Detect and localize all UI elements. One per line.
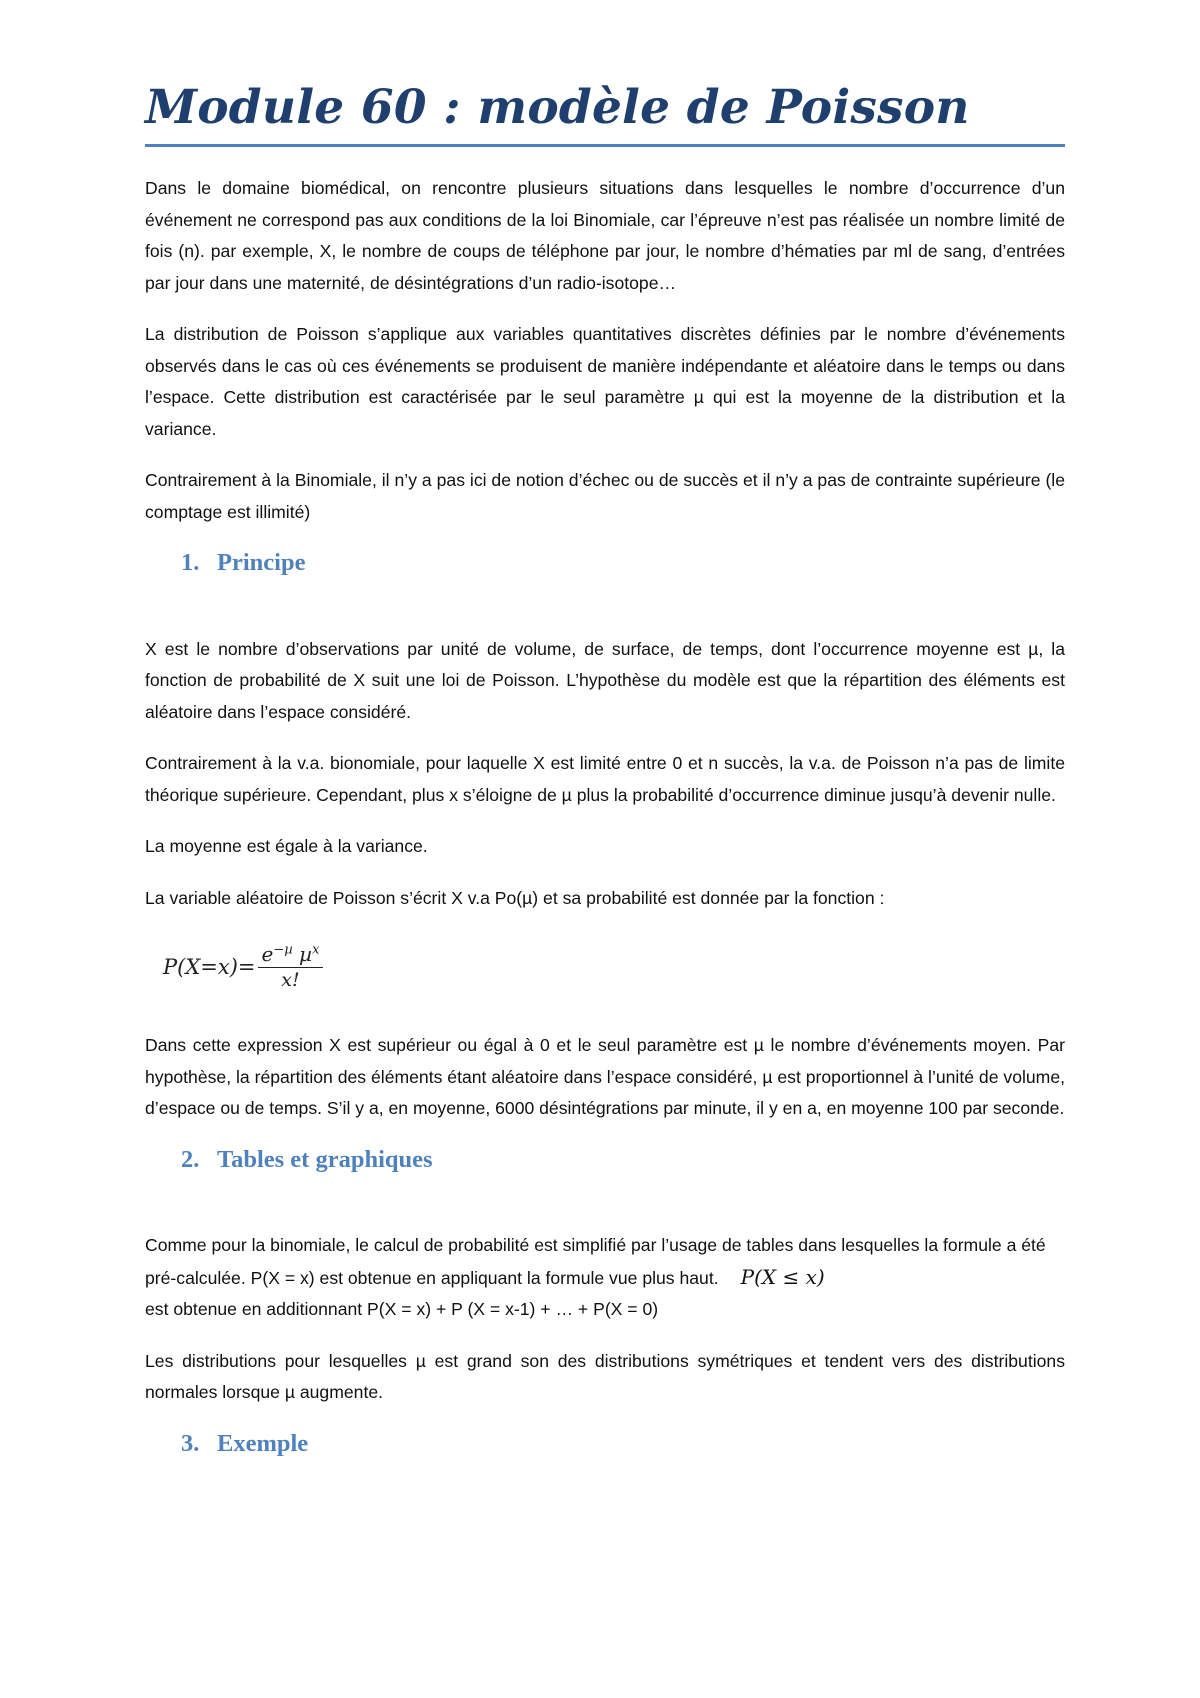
- formula-denominator: x!: [281, 968, 300, 991]
- formula-numerator: $e^{-\mu}$ µ$^x$: [258, 943, 324, 968]
- tables-paragraph-1-text: Comme pour la binomiale, le calcul de probabilité est simplifié par l’usage de tables dans lesquelles la formule a été pré-calculée. P(X = x) est obtenue en appliquant la formule vue plus haut.: [145, 1235, 1046, 1288]
- poisson-formula: [163, 932, 1065, 1002]
- principe-paragraph-4: La variable aléatoire de Poisson s’écrit X v.a Po(µ) et sa probabilité est donnée par la fonction :: [145, 887, 885, 908]
- section-title: Principe: [217, 549, 306, 577]
- formula-lhs: P(X=x)=: [163, 955, 256, 980]
- principe-paragraph-2: Contrairement à la v.a. bionomiale, pour laquelle X est limité entre 0 et n succès, la v.a. de Poisson n’a pas de limite théorique supérieure. Cependant, plus x s’éloigne de µ plus la probabilité d’occurrence diminue jusqu’à devenir nulle.: [145, 753, 1065, 805]
- section-heading-exemple: [181, 1429, 1065, 1458]
- section-title: Tables et graphiques: [217, 1145, 433, 1173]
- section-number: 3.: [181, 1429, 200, 1457]
- section-title: Exemple: [217, 1429, 309, 1457]
- section-heading-tables: [181, 1145, 1065, 1174]
- section-heading-principe: [181, 548, 1065, 577]
- section-number: 1.: [181, 549, 200, 577]
- page-title: Module 60 : modèle de Poisson: [145, 80, 970, 135]
- section-number: 2.: [181, 1145, 200, 1173]
- intro-paragraph-2: La distribution de Poisson s’applique aux variables quantitatives discrètes définies par le nombre d’événements observés dans le cas où ces événements se produisent de manière indépendante et aléatoire dans le temps ou dans l’espace. Cette distribution est caractérisée par le seul paramètre µ qui est la moyenne de la distribution et la variance.: [145, 324, 1065, 439]
- tables-paragraph-1: [145, 1230, 1065, 1326]
- intro-paragraph-3: Contrairement à la Binomiale, il n’y a pas ici de notion d’échec ou de succès et il n’y a pas de contrainte supérieure (le comptage est illimité): [145, 470, 1065, 522]
- principe-paragraph-1: X est le nombre d’observations par unité de volume, de surface, de temps, dont l’occurrence moyenne est µ, la fonction de probabilité de X suit une loi de Poisson. L’hypothèse du modèle est que la répartition des éléments est aléatoire dans l’espace considéré.: [145, 638, 1065, 722]
- document-page: [145, 80, 1065, 1514]
- tables-paragraph-2: Les distributions pour lesquelles µ est grand son des distributions symétriques et tendent vers des distributions normales lorsque µ augmente.: [145, 1350, 1065, 1403]
- intro-paragraph-1: Dans le domaine biomédical, on rencontre plusieurs situations dans lesquelles le nombre d’occurrence d’un événement ne correspond pas aux conditions de la loi Binomiale, car l’épreuve n’est pas réalisée un nombre limité de fois (n). par exemple, X, le nombre de coups de téléphone par jour, le nombre d’hématies par ml de sang, d’entrées par jour dans une maternité, de désintégrations d’un radio-isotope…: [145, 178, 1065, 293]
- title-underline: [145, 144, 1065, 147]
- cumulative-probability-math: P(X ≤ x): [740, 1264, 825, 1289]
- principe-paragraph-5: Dans cette expression X est supérieur ou égal à 0 et le seul paramètre est µ le nombre d’événements moyen. Par hypothèse, la répartition des éléments étant aléatoire dans l’espace considéré, µ est proportionnel à l’unité de volume, d’espace ou de temps. S’il y a, en moyenne, 6000 désintégrations par minute, il y en a, en moyenne 100 par seconde.: [145, 1035, 1065, 1119]
- tables-paragraph-1-end: est obtenue en additionnant P(X = x) + P (X = x-1) + … + P(X = 0): [145, 1299, 659, 1320]
- formula-fraction: [258, 943, 324, 992]
- principe-paragraph-3: La moyenne est égale à la variance.: [145, 836, 428, 857]
